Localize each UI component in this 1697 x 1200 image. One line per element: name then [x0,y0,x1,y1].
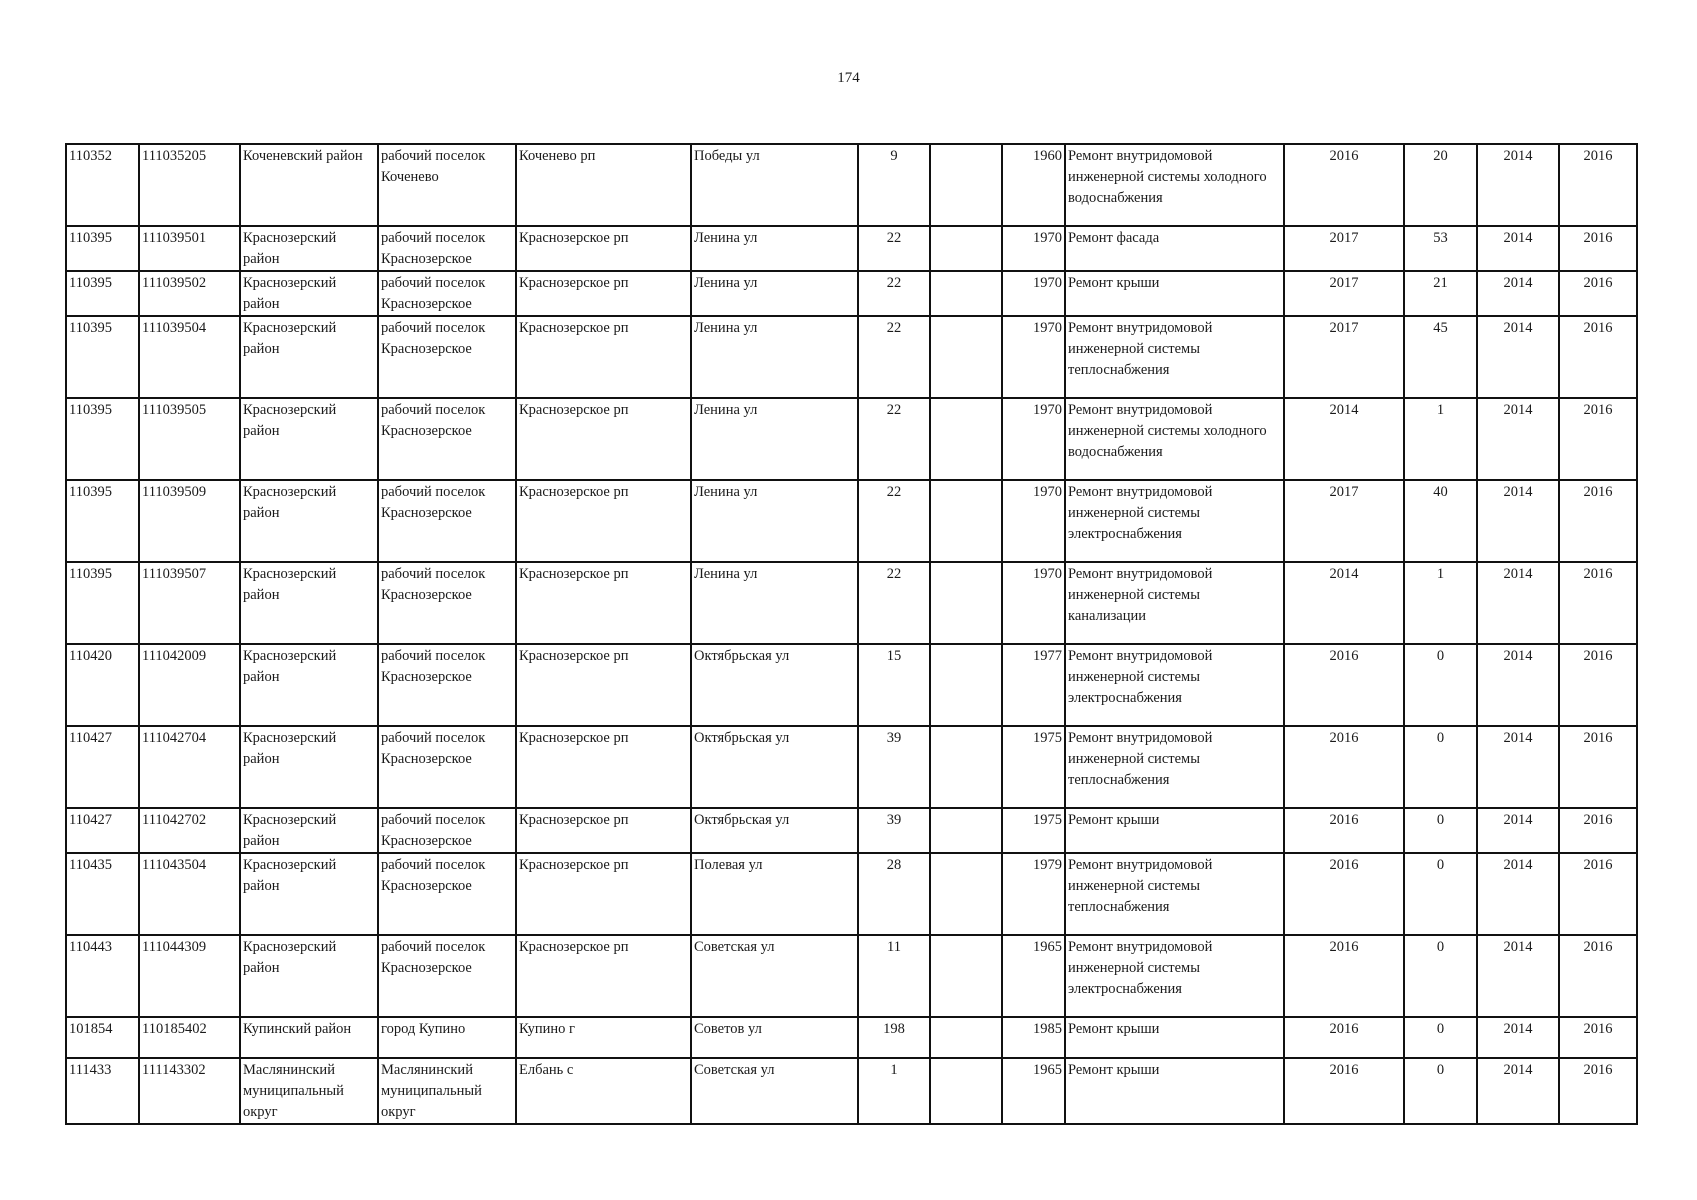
wear-cell: 0 [1404,1058,1477,1124]
build-year-cell: 1970 [1002,226,1065,271]
table-row [66,644,1637,726]
period-end-cell: 2016 [1559,644,1637,726]
period-end-cell: 2016 [1559,144,1637,226]
period-end-cell: 2016 [1559,1058,1637,1124]
period-end-cell: 2016 [1559,226,1637,271]
house-number-cell: 28 [858,853,930,935]
work-type-cell: Ремонт внутридомовой инженерной системы теплоснабжения [1065,853,1284,935]
build-year-cell: 1970 [1002,398,1065,480]
plan-year-cell: 2016 [1284,726,1404,808]
period-end-cell: 2016 [1559,316,1637,398]
settlement-cell: рабочий поселок Коченево [378,144,516,226]
period-start-cell: 2014 [1477,480,1559,562]
period-start-cell: 2014 [1477,316,1559,398]
district-cell: Краснозерский район [240,644,378,726]
table-row [66,935,1637,1017]
settlement-cell: рабочий поселок Краснозерское [378,316,516,398]
settlement-cell: рабочий поселок Краснозерское [378,398,516,480]
period-start-cell: 2014 [1477,398,1559,480]
build-year-cell: 1960 [1002,144,1065,226]
house-number-cell: 1 [858,1058,930,1124]
period-start-cell: 2014 [1477,1058,1559,1124]
period-start-cell: 2014 [1477,935,1559,1017]
district-cell: Купинский район [240,1017,378,1058]
repair-registry-table [65,143,1638,1125]
work-type-cell: Ремонт крыши [1065,1017,1284,1058]
plan-year-cell: 2017 [1284,316,1404,398]
period-start-cell: 2014 [1477,808,1559,853]
period-end-cell: 2016 [1559,1017,1637,1058]
work-type-cell: Ремонт внутридомовой инженерной системы электроснабжения [1065,644,1284,726]
building-cell [930,144,1002,226]
period-end-cell: 2016 [1559,808,1637,853]
plan-year-cell: 2016 [1284,808,1404,853]
work-code-cell: 111039502 [139,271,240,316]
build-year-cell: 1970 [1002,271,1065,316]
building-cell [930,1058,1002,1124]
district-cell: Маслянинский муниципальный округ [240,1058,378,1124]
work-code-cell: 111035205 [139,144,240,226]
work-type-cell: Ремонт крыши [1065,808,1284,853]
street-cell: Ленина ул [691,271,858,316]
build-year-cell: 1979 [1002,853,1065,935]
table-row [66,226,1637,271]
street-cell: Октябрьская ул [691,808,858,853]
wear-cell: 0 [1404,935,1477,1017]
district-cell: Краснозерский район [240,853,378,935]
period-end-cell: 2016 [1559,726,1637,808]
settlement-cell: рабочий поселок Краснозерское [378,808,516,853]
plan-year-cell: 2017 [1284,271,1404,316]
house-code-cell: 110395 [66,398,139,480]
house-code-cell: 110395 [66,562,139,644]
locality-cell: Краснозерское рп [516,644,691,726]
house-code-cell: 110420 [66,644,139,726]
table-row [66,480,1637,562]
house-number-cell: 15 [858,644,930,726]
build-year-cell: 1970 [1002,562,1065,644]
work-type-cell: Ремонт внутридомовой инженерной системы канализации [1065,562,1284,644]
period-end-cell: 2016 [1559,271,1637,316]
build-year-cell: 1977 [1002,644,1065,726]
building-cell [930,808,1002,853]
work-code-cell: 111143302 [139,1058,240,1124]
build-year-cell: 1970 [1002,316,1065,398]
work-code-cell: 111039505 [139,398,240,480]
district-cell: Краснозерский район [240,562,378,644]
house-code-cell: 110443 [66,935,139,1017]
table-row [66,1017,1637,1058]
table-row [66,562,1637,644]
work-code-cell: 111042009 [139,644,240,726]
house-number-cell: 39 [858,808,930,853]
wear-cell: 1 [1404,398,1477,480]
wear-cell: 45 [1404,316,1477,398]
table-row [66,853,1637,935]
build-year-cell: 1965 [1002,935,1065,1017]
district-cell: Краснозерский район [240,226,378,271]
house-code-cell: 110435 [66,853,139,935]
period-start-cell: 2014 [1477,226,1559,271]
locality-cell: Краснозерское рп [516,480,691,562]
district-cell: Краснозерский район [240,935,378,1017]
table-row [66,808,1637,853]
table-row [66,726,1637,808]
settlement-cell: Маслянинский муниципальный округ [378,1058,516,1124]
locality-cell: Краснозерское рп [516,853,691,935]
plan-year-cell: 2016 [1284,1017,1404,1058]
street-cell: Октябрьская ул [691,726,858,808]
locality-cell: Краснозерское рп [516,562,691,644]
locality-cell: Краснозерское рп [516,935,691,1017]
period-start-cell: 2014 [1477,144,1559,226]
work-type-cell: Ремонт внутридомовой инженерной системы теплоснабжения [1065,316,1284,398]
settlement-cell: рабочий поселок Краснозерское [378,226,516,271]
locality-cell: Краснозерское рп [516,808,691,853]
wear-cell: 40 [1404,480,1477,562]
locality-cell: Краснозерское рп [516,226,691,271]
settlement-cell: рабочий поселок Краснозерское [378,853,516,935]
table-row [66,316,1637,398]
page-number: 174 [837,70,860,86]
wear-cell: 0 [1404,644,1477,726]
wear-cell: 1 [1404,562,1477,644]
table-body [66,144,1637,1124]
table-row [66,271,1637,316]
period-end-cell: 2016 [1559,398,1637,480]
house-number-cell: 22 [858,271,930,316]
locality-cell: Краснозерское рп [516,398,691,480]
house-number-cell: 22 [858,316,930,398]
work-type-cell: Ремонт внутридомовой инженерной системы холодного водоснабжения [1065,398,1284,480]
street-cell: Ленина ул [691,398,858,480]
plan-year-cell: 2016 [1284,853,1404,935]
building-cell [930,562,1002,644]
house-number-cell: 22 [858,226,930,271]
street-cell: Ленина ул [691,316,858,398]
wear-cell: 0 [1404,1017,1477,1058]
house-code-cell: 110427 [66,808,139,853]
settlement-cell: город Купино [378,1017,516,1058]
wear-cell: 0 [1404,853,1477,935]
work-code-cell: 111042704 [139,726,240,808]
wear-cell: 20 [1404,144,1477,226]
work-code-cell: 111039509 [139,480,240,562]
settlement-cell: рабочий поселок Краснозерское [378,562,516,644]
house-number-cell: 9 [858,144,930,226]
building-cell [930,271,1002,316]
house-code-cell: 110352 [66,144,139,226]
building-cell [930,935,1002,1017]
house-number-cell: 22 [858,480,930,562]
plan-year-cell: 2016 [1284,1058,1404,1124]
work-type-cell: Ремонт крыши [1065,271,1284,316]
house-code-cell: 110395 [66,480,139,562]
period-start-cell: 2014 [1477,562,1559,644]
build-year-cell: 1965 [1002,1058,1065,1124]
house-number-cell: 198 [858,1017,930,1058]
work-type-cell: Ремонт фасада [1065,226,1284,271]
settlement-cell: рабочий поселок Краснозерское [378,644,516,726]
street-cell: Советская ул [691,1058,858,1124]
work-type-cell: Ремонт внутридомовой инженерной системы холодного водоснабжения [1065,144,1284,226]
period-start-cell: 2014 [1477,1017,1559,1058]
work-type-cell: Ремонт крыши [1065,1058,1284,1124]
work-code-cell: 111044309 [139,935,240,1017]
building-cell [930,853,1002,935]
district-cell: Краснозерский район [240,316,378,398]
house-code-cell: 110395 [66,316,139,398]
table-row [66,1058,1637,1124]
work-code-cell: 111039501 [139,226,240,271]
locality-cell: Коченево рп [516,144,691,226]
period-start-cell: 2014 [1477,726,1559,808]
district-cell: Краснозерский район [240,271,378,316]
work-code-cell: 111043504 [139,853,240,935]
table-row [66,144,1637,226]
work-type-cell: Ремонт внутридомовой инженерной системы электроснабжения [1065,480,1284,562]
settlement-cell: рабочий поселок Краснозерское [378,480,516,562]
settlement-cell: рабочий поселок Краснозерское [378,271,516,316]
house-number-cell: 22 [858,562,930,644]
period-end-cell: 2016 [1559,480,1637,562]
plan-year-cell: 2016 [1284,144,1404,226]
locality-cell: Краснозерское рп [516,726,691,808]
build-year-cell: 1975 [1002,726,1065,808]
street-cell: Победы ул [691,144,858,226]
locality-cell: Краснозерское рп [516,316,691,398]
work-type-cell: Ремонт внутридомовой инженерной системы электроснабжения [1065,935,1284,1017]
build-year-cell: 1975 [1002,808,1065,853]
street-cell: Советская ул [691,935,858,1017]
build-year-cell: 1985 [1002,1017,1065,1058]
plan-year-cell: 2014 [1284,398,1404,480]
building-cell [930,644,1002,726]
work-code-cell: 111039507 [139,562,240,644]
building-cell [930,480,1002,562]
street-cell: Советов ул [691,1017,858,1058]
work-code-cell: 111039504 [139,316,240,398]
district-cell: Коченевский район [240,144,378,226]
work-type-cell: Ремонт внутридомовой инженерной системы теплоснабжения [1065,726,1284,808]
street-cell: Ленина ул [691,480,858,562]
wear-cell: 21 [1404,271,1477,316]
house-code-cell: 110395 [66,226,139,271]
work-code-cell: 110185402 [139,1017,240,1058]
plan-year-cell: 2017 [1284,226,1404,271]
wear-cell: 0 [1404,726,1477,808]
house-code-cell: 101854 [66,1017,139,1058]
settlement-cell: рабочий поселок Краснозерское [378,726,516,808]
plan-year-cell: 2014 [1284,562,1404,644]
building-cell [930,226,1002,271]
plan-year-cell: 2017 [1284,480,1404,562]
wear-cell: 0 [1404,808,1477,853]
table-row [66,398,1637,480]
building-cell [930,726,1002,808]
house-code-cell: 110427 [66,726,139,808]
house-number-cell: 39 [858,726,930,808]
house-code-cell: 110395 [66,271,139,316]
building-cell [930,316,1002,398]
house-number-cell: 11 [858,935,930,1017]
settlement-cell: рабочий поселок Краснозерское [378,935,516,1017]
period-start-cell: 2014 [1477,271,1559,316]
locality-cell: Купино г [516,1017,691,1058]
period-end-cell: 2016 [1559,935,1637,1017]
building-cell [930,1017,1002,1058]
locality-cell: Елбань с [516,1058,691,1124]
period-start-cell: 2014 [1477,853,1559,935]
period-start-cell: 2014 [1477,644,1559,726]
work-code-cell: 111042702 [139,808,240,853]
build-year-cell: 1970 [1002,480,1065,562]
wear-cell: 53 [1404,226,1477,271]
plan-year-cell: 2016 [1284,644,1404,726]
house-number-cell: 22 [858,398,930,480]
house-code-cell: 111433 [66,1058,139,1124]
street-cell: Полевая ул [691,853,858,935]
period-end-cell: 2016 [1559,853,1637,935]
locality-cell: Краснозерское рп [516,271,691,316]
district-cell: Краснозерский район [240,398,378,480]
street-cell: Ленина ул [691,226,858,271]
district-cell: Краснозерский район [240,808,378,853]
plan-year-cell: 2016 [1284,935,1404,1017]
district-cell: Краснозерский район [240,480,378,562]
street-cell: Октябрьская ул [691,644,858,726]
building-cell [930,398,1002,480]
period-end-cell: 2016 [1559,562,1637,644]
street-cell: Ленина ул [691,562,858,644]
district-cell: Краснозерский район [240,726,378,808]
